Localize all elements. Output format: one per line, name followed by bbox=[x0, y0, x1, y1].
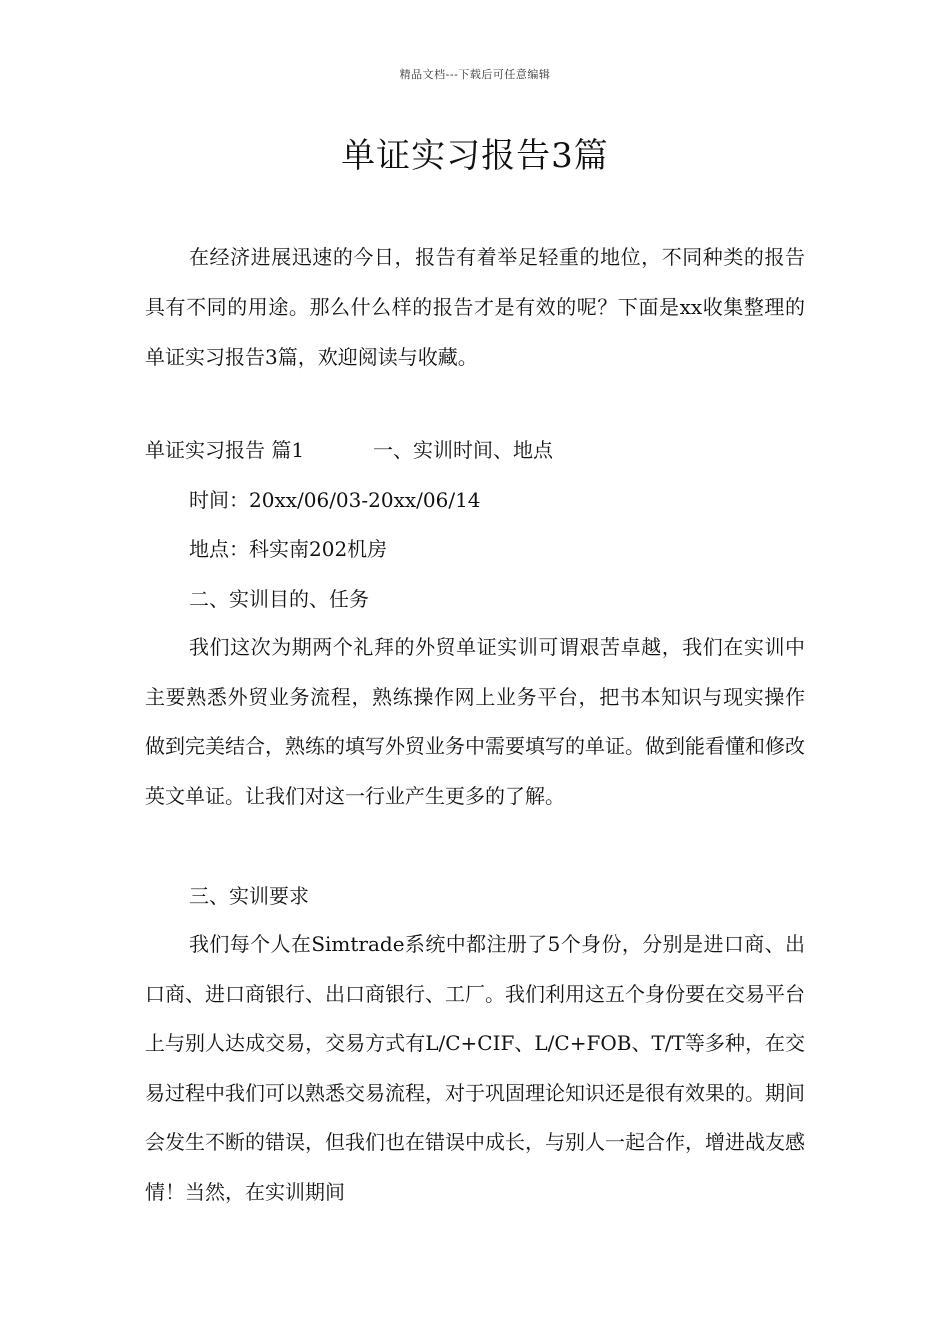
section-heading-row bbox=[145, 430, 805, 470]
header-note: 精品文档---下载后可任意编辑 bbox=[399, 68, 551, 81]
section-heading: 单证实习报告 篇1 bbox=[145, 438, 305, 462]
document-title: 单证实习报告3篇 bbox=[341, 136, 609, 176]
goal-paragraph: 我们这次为期两个礼拜的外贸单证实训可谓艰苦卓越，我们在实训中主要熟悉外贸业务流程，熟练操作网上业务平台，把书本知识与现实操作 做到完美结合，熟练的填写外贸业务中需要填写的单证。做到能看懂和修改英文单证。让我们对这一行业产生更多的了解。 bbox=[145, 635, 805, 808]
section-item-time-place: 一、实训时间、地点 bbox=[373, 438, 553, 462]
place-line: 地点：科实南202机房 bbox=[189, 537, 388, 561]
requirements-paragraph: 我们每个人在Simtrade系统中都注册了5个身份，分别是进口商、出口商、进口商银行、出口商银行、工厂。我们利用这五个身份要在交易平台上与别人达成交易，交易方式有L/C+CIF、L/C+FOB、T/T等多种，在交易过程中我们可以熟悉交易流程，对于巩固理论知识还是很有效果的。期间会发生不断的错误，但我们也在错误中成长，与别人一起合作，增进战友感情！当然，在实训期间 bbox=[145, 932, 805, 1204]
intro-paragraph: 在经济进展迅速的今日，报告有着举足轻重的地位，不同种类的报告具有不同的用途。那么什么样的报告才是有效的呢？下面是xx收集整理的单证实习报告3篇，欢迎阅读与收藏。 bbox=[145, 245, 805, 369]
section-item-requirements: 三、实训要求 bbox=[189, 884, 309, 908]
time-line: 时间：20xx/06/03-20xx/06/14 bbox=[189, 488, 481, 512]
section-item-goal: 二、实训目的、任务 bbox=[189, 587, 369, 611]
